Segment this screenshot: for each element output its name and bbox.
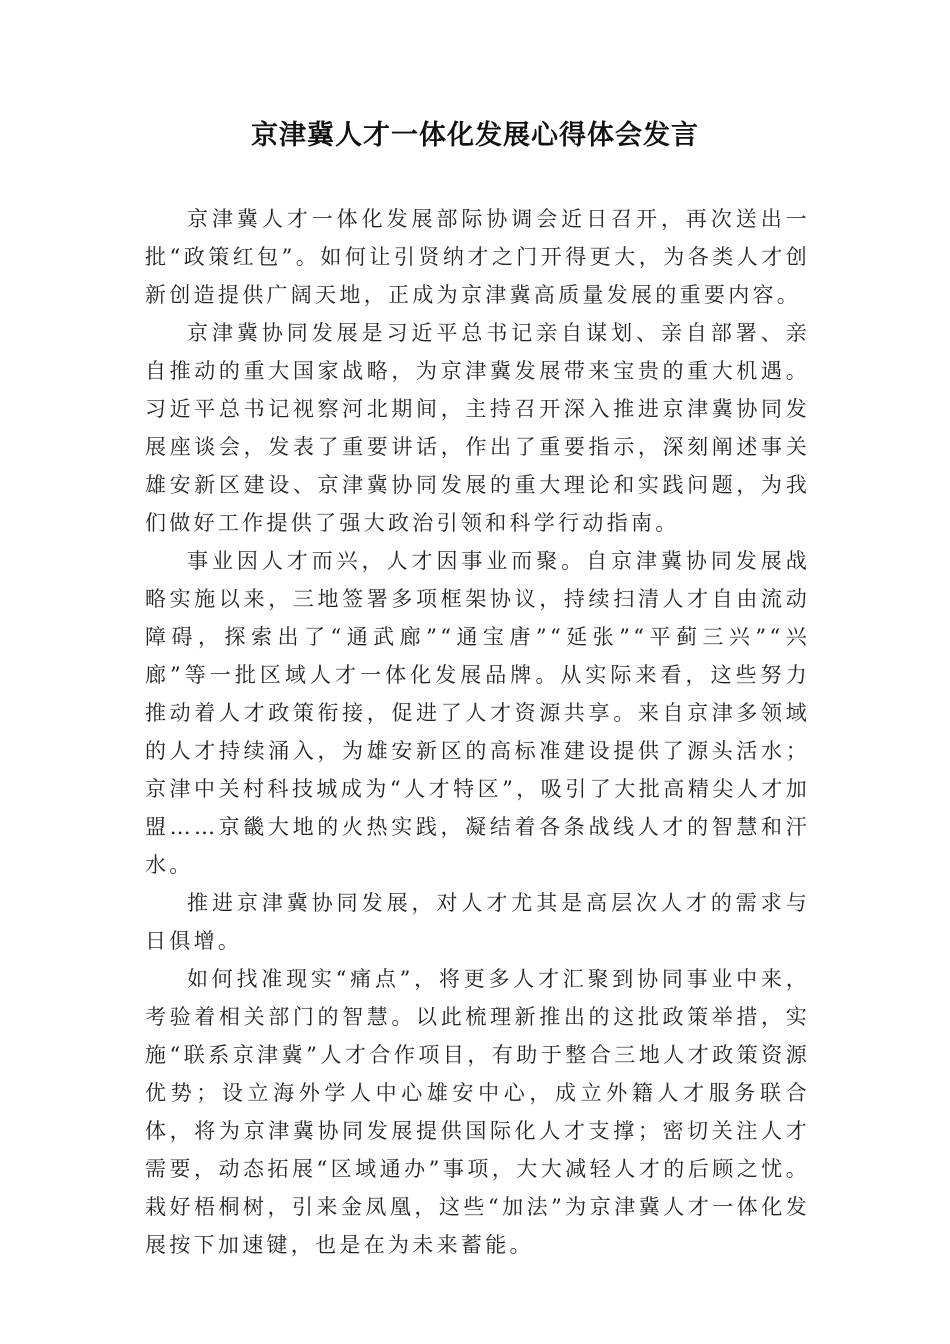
paragraph-3: 事业因人才而兴，人才因事业而聚。自京津冀协同发展战略实施以来，三地签署多项框架协议，持续扫清人才自由流动障碍，探索出了“通武廊”“通宝唐”“延张”“平蓟三兴”“兴廊”等一批区域人才一体化发展品牌。从实际来看，这些努力推动着人才政策衔接，促进了人才资源共享。来自京津多领域的人才持续涌入，为雄安新区的高标准建设提供了源头活水；京津中关村科技城成为“人才特区”，吸引了大批高精尖人才加盟……京畿大地的火热实践，凝结着各条战线人才的智慧和汗水。 <box>145 549 810 877</box>
paragraph-1: 京津冀人才一体化发展部际协调会近日召开，再次送出一批“政策红包”。如何让引贤纳才之门开得更大，为各类人才创新创造提供广阔天地，正成为京津冀高质量发展的重要内容。 <box>145 207 810 307</box>
paragraph-4: 推进京津冀协同发展，对人才尤其是高层次人才的需求与日俱增。 <box>145 891 810 953</box>
paragraph-5: 如何找准现实“痛点”，将更多人才汇聚到协同事业中来，考验着相关部门的智慧。以此梳理新推出的这批政策举措，实施“联系京津冀”人才合作项目，有助于整合三地人才政策资源优势；设立海外学人中心雄安中心，成立外籍人才服务联合体，将为京津冀协同发展提供国际化人才支撑；密切关注人才需要，动态拓展“区域通办”事项，大大减轻人才的后顾之忧。栽好梧桐树，引来金凤凰，这些“加法”为京津冀人才一体化发展按下加速键，也是在为未来蓄能。 <box>145 967 810 1257</box>
document-title: 京津冀人才一体化发展心得体会发言 <box>251 120 699 151</box>
paragraph-2: 京津冀协同发展是习近平总书记亲自谋划、亲自部署、亲自推动的重大国家战略，为京津冀发展带来宝贵的重大机遇。习近平总书记视察河北期间，主持召开深入推进京津冀协同发展座谈会，发表了重要讲话，作出了重要指示，深刻阐述事关雄安新区建设、京津冀协同发展的重大理论和实践问题，为我们做好工作提供了强大政治引领和科学行动指南。 <box>145 321 810 535</box>
document-body <box>145 200 810 1264</box>
